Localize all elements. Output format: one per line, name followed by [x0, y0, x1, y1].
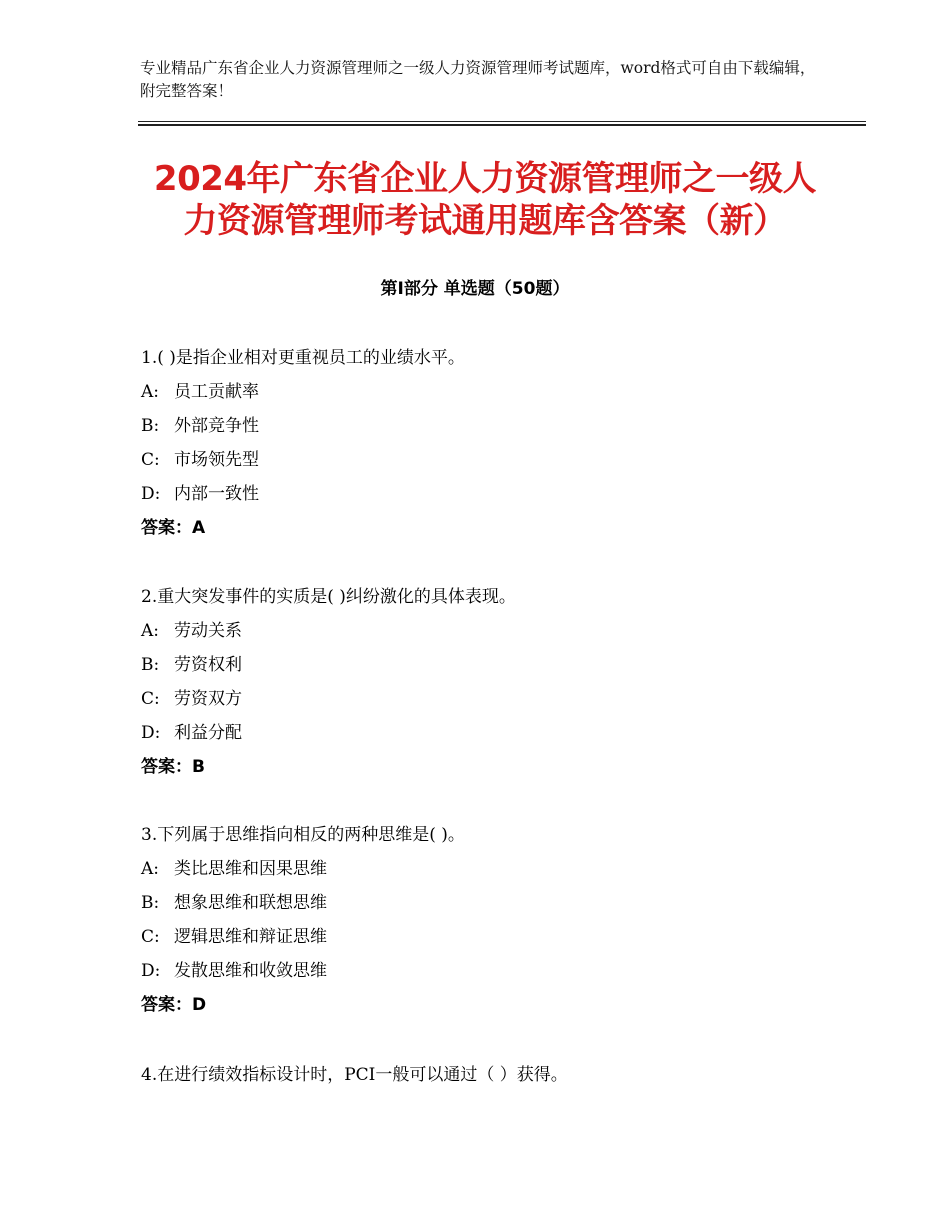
question-4	[141, 1058, 841, 1092]
option-text: 劳资权利	[174, 655, 242, 675]
option-text: 想象思维和联想思维	[174, 893, 327, 913]
answer-value: D	[192, 995, 207, 1015]
question-2	[141, 580, 841, 784]
option-letter: D:	[141, 484, 161, 504]
option-text: 劳动关系	[174, 621, 242, 641]
option-a	[141, 614, 841, 648]
option-letter: A:	[141, 621, 160, 641]
question-stem: 1.( )是指企业相对更重视员工的业绩水平。	[141, 348, 465, 368]
option-d	[141, 954, 841, 988]
option-b	[141, 648, 841, 682]
option-text: 逻辑思维和辩证思维	[174, 927, 327, 947]
answer-line	[141, 988, 841, 1022]
option-letter: A:	[141, 382, 160, 402]
option-text: 员工贡献率	[174, 382, 259, 402]
answer-label: 答案：	[141, 518, 192, 538]
answer-value: B	[192, 757, 205, 777]
option-letter: D:	[141, 961, 161, 981]
option-letter: D:	[141, 723, 161, 743]
question-3	[141, 818, 841, 1022]
section-title: 第Ⅰ部分 单选题（50题）	[380, 279, 570, 299]
answer-label: 答案：	[141, 757, 192, 777]
option-text: 类比思维和因果思维	[174, 859, 327, 879]
option-a	[141, 375, 841, 409]
option-letter: C:	[141, 689, 160, 709]
option-text: 市场领先型	[174, 450, 259, 470]
option-text: 外部竞争性	[174, 416, 259, 436]
option-letter: A:	[141, 859, 160, 879]
header-divider-bottom	[138, 124, 866, 126]
option-text: 发散思维和收敛思维	[174, 961, 327, 981]
question-stem: 4.在进行绩效指标设计时，PCI一般可以通过（ ）获得。	[141, 1065, 568, 1085]
option-letter: B:	[141, 893, 160, 913]
option-c	[141, 682, 841, 716]
header-note: 专业精品广东省企业人力资源管理师之一级人力资源管理师考试题库，word格式可自由下载编辑，附完整答案！	[140, 59, 816, 100]
answer-label: 答案：	[141, 995, 192, 1015]
question-stem: 2.重大突发事件的实质是( )纠纷激化的具体表现。	[141, 587, 516, 607]
option-d	[141, 716, 841, 750]
option-letter: C:	[141, 450, 160, 470]
document-title: 2024年广东省企业人力资源管理师之一级人力资源管理师考试通用题库含答案（新）	[153, 159, 817, 241]
option-letter: C:	[141, 927, 160, 947]
option-letter: B:	[141, 655, 160, 675]
option-b	[141, 886, 841, 920]
answer-line	[141, 511, 841, 545]
option-a	[141, 852, 841, 886]
header-divider-top	[138, 121, 866, 122]
option-text: 劳资双方	[174, 689, 242, 709]
option-text: 利益分配	[174, 723, 242, 743]
answer-value: A	[192, 518, 206, 538]
option-c	[141, 443, 841, 477]
question-stem: 3.下列属于思维指向相反的两种思维是( )。	[141, 825, 465, 845]
question-1	[141, 341, 841, 545]
option-d	[141, 477, 841, 511]
option-c	[141, 920, 841, 954]
answer-line	[141, 750, 841, 784]
option-letter: B:	[141, 416, 160, 436]
option-b	[141, 409, 841, 443]
option-text: 内部一致性	[174, 484, 259, 504]
